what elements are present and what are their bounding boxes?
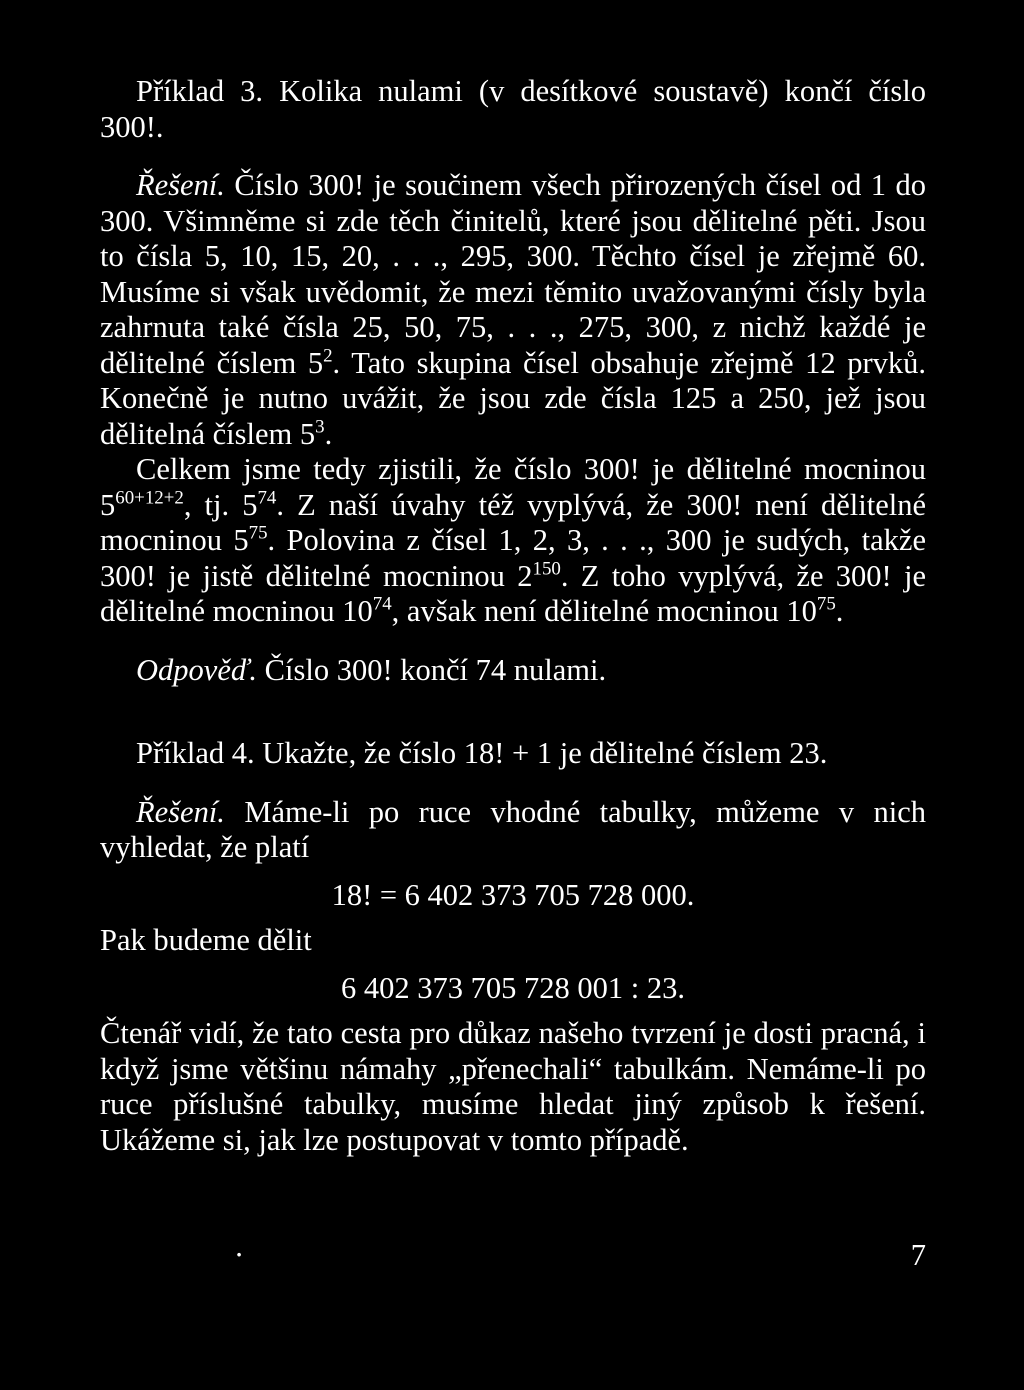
page-body (100, 74, 926, 1158)
exponent: 75 (816, 593, 836, 615)
equation-division: 6 402 373 705 728 001 : 23. (341, 970, 685, 1005)
footer-mark: · (234, 1238, 245, 1272)
solution-3-paragraph-1 (100, 168, 926, 452)
solution-4-intro-paragraph (100, 795, 926, 866)
exponent: 74 (257, 486, 277, 508)
exponent: 150 (532, 557, 561, 579)
solution-4-intro: Máme-li po ruce vhodné tabulky, můžeme v nich vyhledat, že platí (100, 794, 926, 864)
solution-3-text-i: , avšak není dělitelné mocninou 10 (391, 594, 817, 628)
solution-3-text-c: . (324, 416, 333, 451)
example-3-heading: Příklad 3. (136, 74, 264, 108)
example-4-heading: Příklad 4. (136, 736, 255, 770)
solution-3-text-h: . Z toho vyplývá, že 300! je dělitelné mocninou 10 (100, 558, 926, 628)
exponent: 75 (248, 522, 268, 544)
exponent: 74 (372, 593, 392, 615)
solution-3-text-f: . Z naší úvahy též vyplývá, že 300! není dělitelné mocninou 5 (100, 487, 927, 557)
exponent: 3 (315, 415, 325, 437)
page-number: 7 (910, 1238, 926, 1272)
example-4-paragraph (100, 736, 926, 772)
answer-3-label: Odpověď. (136, 652, 258, 687)
page-footer (100, 1238, 926, 1274)
solution-3-paragraph-2 (100, 452, 926, 630)
answer-3-text: Číslo 300! končí 74 nulami. (264, 652, 607, 687)
solution-3-text-a: Číslo 300! je součinem všech přirozených čísel od 1 do 300. Všimněme si zde těch činitelů, které jsou dělitelné pěti. Jsou to čísla 5, 10, 15, 20, . . ., 295, 300. Těchto čísel je zřejmě 60. Musíme si však uvědomit, že mezi těmito uvažovanými čísly byla zahrnuta také čísla 25, 50, 75, . . ., 275, 300, z nichž každé je dělitelné číslem 5 (100, 168, 926, 380)
example-3-paragraph (100, 74, 926, 145)
answer-3-paragraph (100, 653, 926, 689)
exponent: 2 (323, 344, 333, 366)
solution-3-text-b: . Tato skupina čísel obsahuje zřejmě 12 prvků. Konečně je nutno uvážit, že jsou zde čísla 125 a 250, jež jsou dělitelná číslem 5 (100, 345, 926, 451)
example-4-question: Ukažte, že číslo 18! + 1 je dělitelné číslem 23. (262, 736, 828, 770)
equation-factorial: 18! = 6 402 373 705 728 000. (331, 877, 695, 912)
solution-4-middle: Pak budeme dělit (100, 923, 312, 957)
solution-3-text-e: , tj. 5 (183, 487, 258, 522)
exponent: 60+12+2 (115, 486, 184, 508)
solution-3-text-j: . (835, 594, 844, 628)
solution-3-text-g: . Polovina z čísel 1, 2, 3, . . ., 300 je sudých, takže 300! je jistě dělitelné mocninou 2 (100, 523, 926, 593)
solution-4-label: Řešení. (136, 794, 225, 829)
example-3-question: Kolika nulami (v desítkové soustavě) končí číslo 300!. (100, 74, 927, 144)
solution-4-closing: Čtenář vidí, že tato cesta pro důkaz našeho tvrzení je dosti pracná, i když jsme většinu námahy „přenechali“ tabulkám. Nemáme-li po ruce příslušné tabulky, musíme hledat jiný způsob k řešení. Ukážeme si, jak lze postupovat v tomto případě. (100, 1016, 926, 1157)
solution-3-text-d: Celkem jsme tedy zjistili, že číslo 300! je dělitelné mocninou 5 (100, 452, 926, 522)
solution-3-label: Řešení. (136, 168, 225, 202)
